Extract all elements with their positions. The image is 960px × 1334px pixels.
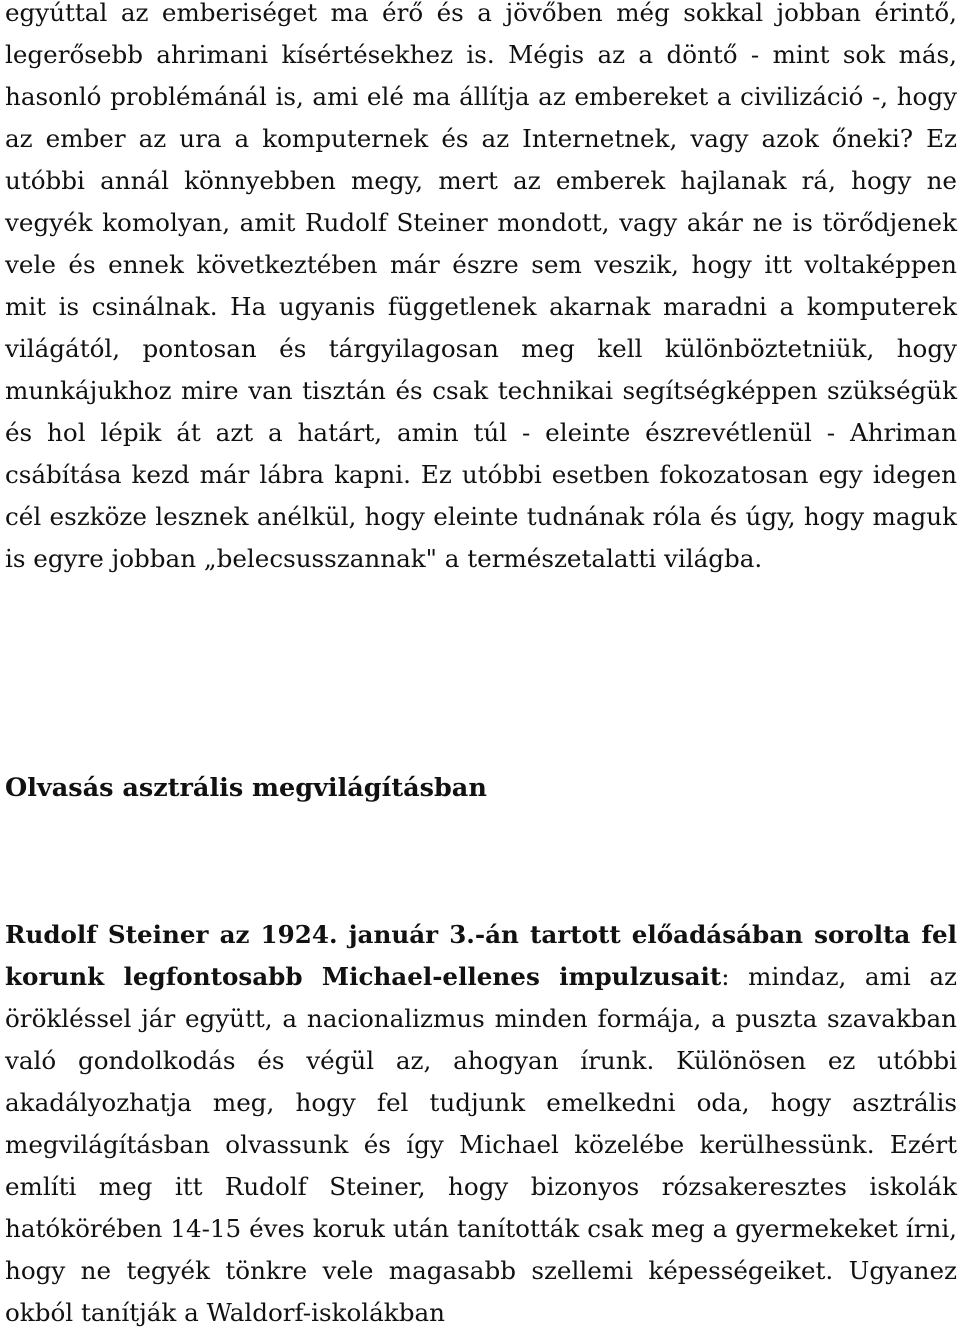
body-paragraph-2: [5, 914, 957, 1334]
bold-lead-text: Rudolf Steiner az 1924. január 3.-án tartott előadásában sorolta fel korunk legfontosabb Michael-ellenes impulzusait: [5, 920, 957, 991]
paragraph-text: : mindaz, ami az örökléssel jár együtt, a nacionalizmus minden formája, a puszta szavakban való gondolkodás és végül az, ahogyan írunk. Különösen ez utóbbi akadályozhatja meg, hogy fel tudjunk emelkedni oda, hogy asztrális megvilágításban olvassunk és így Michael közelébe kerülhessünk. Ezért említi meg itt Rudolf Steiner, hogy bizonyos rózsakeresztes iskolák hatókörében 14-15 éves koruk után tanították csak meg a gyermekeket írni, hogy ne tegyék tönkre vele magasabb szellemi képességeiket. Ugyanez okból tanítják a Waldorf-iskolákban: [5, 962, 958, 1327]
body-paragraph: egyúttal az emberiséget ma érő és a jövőben még sokkal jobban érintő, legerősebb ahrimani kísértésekhez is. Mégis az a döntő - mint sok más, hasonló problémánál is, ami elé ma állítja az embereket a civilizáció -, hogy az ember az ura a komputernek és az Internetnek, vagy azok őneki? Ez utóbbi annál könnyebben megy, mert az emberek hajlanak rá, hogy ne vegyék komolyan, amit Rudolf Steiner mondott, vagy akár ne is törődjenek vele és ennek következtében már észre sem veszik, hogy itt voltaképpen mit is csinálnak. Ha ugyanis függetlenek akarnak maradni a komputerek világától, pontosan és tárgyilagosan meg kell különböztetniük, hogy munkájukhoz mire van tisztán és csak technikai segítségképpen szükségük és hol lépik át azt a határt, amin túl - eleinte észrevétlenül - Ahriman csábítása kezd már lábra kapni. Ez utóbbi esetben fokozatosan egy idegen cél eszköze lesznek anélkül, hogy eleinte tudnának róla és úgy, hogy maguk is egyre jobban „belecsusszannak" a természetalatti világba.: [5, 0, 957, 573]
section-heading: Olvasás asztrális megvilágításban: [5, 773, 487, 803]
